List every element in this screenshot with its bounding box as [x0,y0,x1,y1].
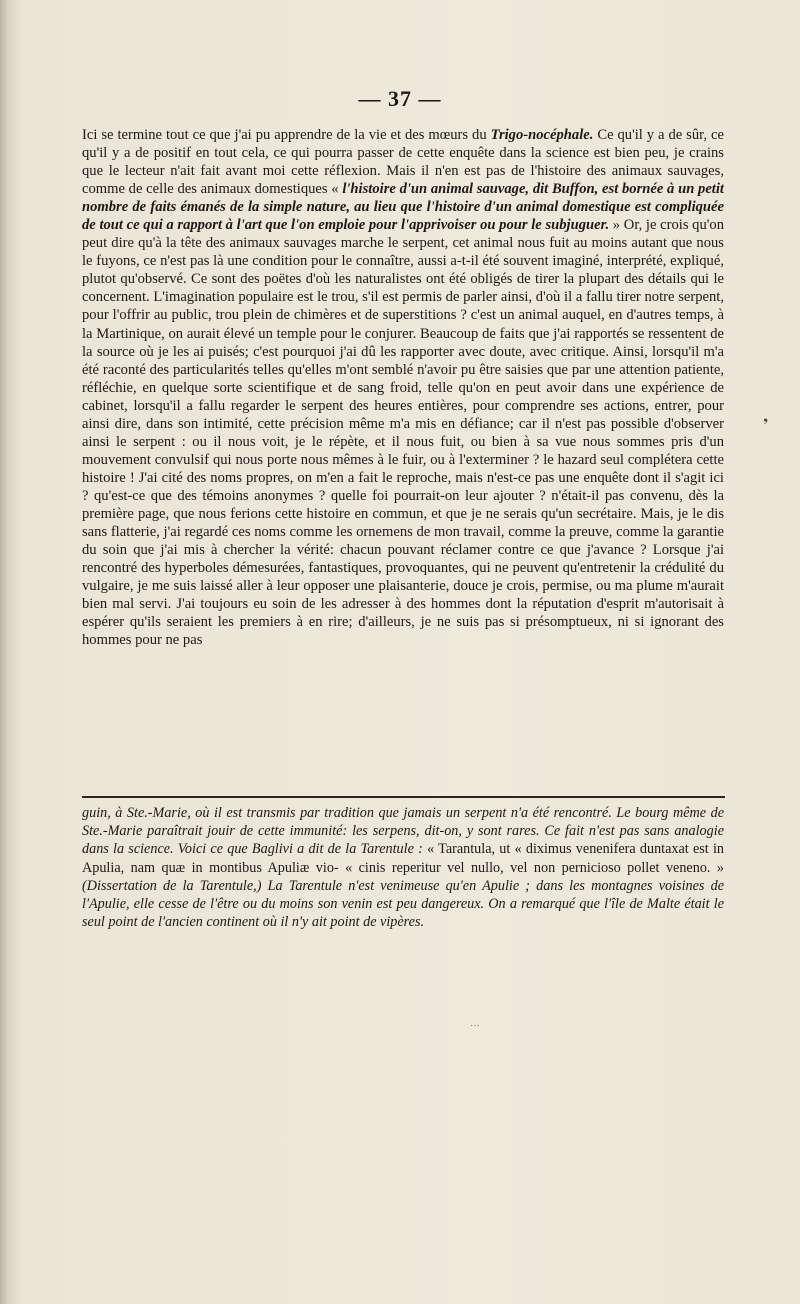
footnote-separator-rule [82,796,725,798]
footnote-paragraph [82,804,724,931]
body-italic-run: l'histoire d'un animal sauvage, [342,181,530,198]
body-italic-run: Trigo-nocéphale. [490,127,594,143]
body-text-run: Ce qu'il y a de sûr, ce qu'il y a de positif en tout cela, ce qui pourra passer de cette enquête dans la science est bien peu, je crains que le lecteur n'ait fait avant moi cette réflexion. Mais il n'en est pas de l'histoire des animaux sauvages, comme de celle des animaux domestiques « [82,127,724,198]
footnote-text-run: guin, à Ste.-Marie, où il est transmis par tradition que jamais un serpent n'a été rencontré. Le bourg même de Ste.-Marie paraîtrait jouir de cette immunité: les serpens, dit-on, y sont rares. Ce fait n'est pas sans analogie dans la science. Voici ce que Baglivi a dit de la Tarentule : [82,805,724,858]
body-text-run: » Or, je crois qu'on peut dire qu'à la tête des animaux sauvages marche le serpent, cet animal nous fuit au moins autant que nous le fuyons, ce n'est pas là une condition pour le connaître, aussi a-t-il été souvent imaginé, interprété, expliqué, plutot qu'observé. Ce sont des poëtes d'où les naturalistes ont été obligés de tirer la plupart des détails qui le concernent. L'imagination populaire est le trou, s'il est permis de parler ainsi, d'où il a fallu tirer notre serpent, pour l'offrir au public, trou plein de chimères et de superstitions ? c'est un animal auquel, en d'autres temps, à la Martinique, on aurait élevé un temple pour le conjurer. Beaucoup de faits que j'ai rapportés se ressentent de la source où je les ai puisés; c'est pourquoi j'ai dû les rapporter avec doute, avec critique. Ainsi, lorsqu'il m'a été raconté des particularités telles qu'elles m'ont semblé n'avoir pu être saisies que par une attention patiente, réfléchie, en quelque sorte scientifique et de sang froid, telle qu'on en peut avoir dans une expérience de cabinet, lorsqu'il a fallu regarder le serpent des heures entières, pour comprendre ses actions, entrer, pour ainsi dire, dans son intimité, cette précision même m'a mis en défiance; car il n'est pas possible d'observer ainsi le serpent : ou il nous voit, je le répète, et il nous fuit, ou bien à sa vue nous sommes pris d'un mouvement convulsif qui nous porte nous mêmes à le fuir, ou à l'exterminer ? le hazard seul complétera cette histoire ! J'ai cité des noms propres, on m'en a fait le reproche, mais n'est-ce pas une enquête dont il s'agit ici ? qu'est-ce que des témoins anonymes ? quelle foi pourrait-on leur ajouter ? n'était-il pas convenu, dès la première page, que nous ferions cette histoire en commun, et que je ne serais qu'un secrétaire. Mais, je le dis sans flatterie, j'ai regardé ces noms comme les ornemens de mon travail, comme la preuve, comme la garantie du soin que j'ai mis à chercher la vérité: chacun pouvant réclamer contre ce que j'avance ? Lorsque j'ai rencontré des hyperboles démesurées, fantastiques, provoquantes, qui ne peuvent qu'entretenir la crédulité du vulgaire, je me suis laissé aller à leur opposer une plaisanterie, douce je crois, permise, ou ma plume m'aurait bien mal servi. J'ai toujours eu soin de les adresser à des hommes dont la réputation d'esprit m'autorisait à espérer qu'ils seraient les premiers à en rire; d'ailleurs, je ne suis pas si présomptueux, ni si ignorant des hommes pour ne pas [82,217,724,649]
body-paragraph [82,126,724,649]
footnote-text-run: (Dissertation de la Tarentule,) La Tarentule n'est venimeuse qu'en Apulie ; dans les montagnes voisines de l'Apulie, elle cesse de l'être ou du moins son venin est peu dangereux. On a remarqué que l'île de Malte était le seul point de l'ancien continent où il n'y ait point de vipères. [82,877,724,931]
footnote-latin-quote: « Tarantula, ut « diximus venenifera duntaxat est in Apulia, nam quæ in montibus Apuliæ vio- « cinis reperitur vel nullo, vel non pernicioso pollet veneno. » [82,841,724,876]
margin-mark: ❟ [763,410,768,424]
ink-speck: ˙˙˙ [470,1024,480,1035]
body-italic-run: dit Buffon, est bornée à un petit nombre de faits émanés de la simple nature, au lieu que l'histoire d'un animal domestique est compliquée de tout ce qui a rapport à l'art que l'on emploie pour l'apprivoiser ou pour le subjuguer. [82,181,724,234]
page-number: — 37 — [358,86,442,111]
body-text-run: Ici se termine tout ce que j'ai pu apprendre de la vie et des mœurs du [82,127,491,143]
